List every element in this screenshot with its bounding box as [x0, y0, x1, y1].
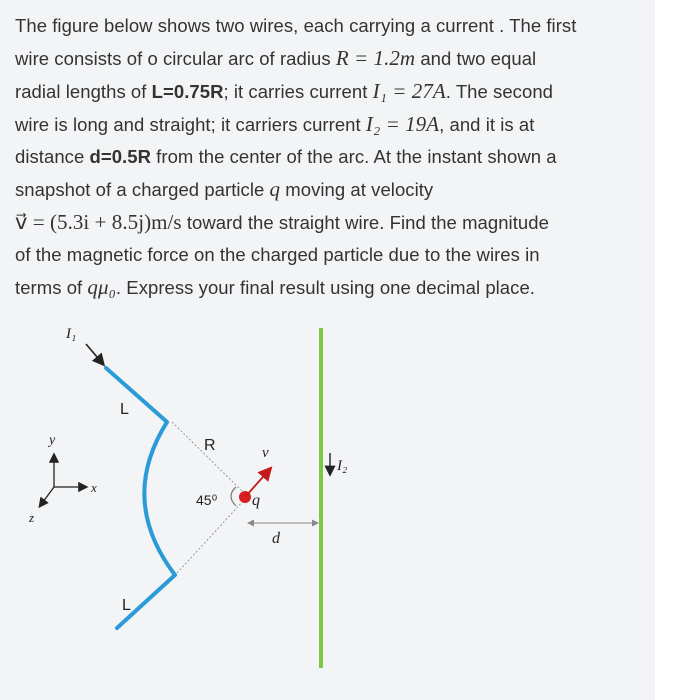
text: moving at velocity — [280, 179, 434, 200]
label-q: q — [252, 492, 260, 509]
problem-line-6 — [15, 173, 643, 206]
text: terms of — [15, 277, 88, 298]
text: from the center of the arc. At the instant shown a — [150, 146, 557, 167]
q-mu-math: qμ₀ — [87, 275, 116, 299]
distance-bold: d=0.5R — [89, 146, 151, 167]
axis-y-label: y — [49, 433, 56, 448]
text: wire is long and straight; it carriers current — [15, 114, 366, 135]
wire-figure — [0, 300, 655, 700]
wire1-top-radial — [106, 368, 167, 422]
label-d: d — [272, 530, 280, 547]
problem-line-3 — [15, 75, 643, 108]
text: wire consists of o circular arc of radius — [15, 48, 336, 69]
current2-math: I₂ = 19A — [365, 112, 440, 136]
label-r: R — [204, 437, 216, 454]
problem-line-8: of the magnetic force on the charged particle due to the wires in — [15, 244, 540, 265]
text: ; it carries current — [223, 81, 373, 102]
text: snapshot of a charged particle — [15, 179, 270, 200]
problem-line-4 — [15, 108, 643, 141]
wire1-arc — [144, 422, 175, 575]
angle-arc — [231, 487, 236, 506]
current1-math: I₁ = 27A — [372, 79, 446, 103]
radius-math: R = 1.2m — [335, 46, 416, 70]
label-l-bottom: L — [122, 597, 131, 614]
text: distance — [15, 146, 90, 167]
charge-math: q — [269, 177, 281, 201]
axis-z — [40, 487, 54, 506]
problem-line-5 — [15, 141, 643, 173]
length-bold: L=0.75R — [151, 81, 224, 102]
text: , and it is at — [439, 114, 535, 135]
velocity-math: v⃗ = (5.3i + 8.5j)m/s — [15, 210, 182, 234]
radius-line-top — [172, 422, 244, 493]
problem-line-1: The figure below shows two wires, each carrying a current . The first — [15, 15, 577, 36]
text: and two equal — [415, 48, 537, 69]
label-angle: 45⁰ — [196, 492, 218, 508]
text: . Express your final result using one decimal place. — [115, 277, 535, 298]
problem-line-7 — [15, 206, 643, 239]
label-i1: I₁ — [66, 326, 77, 342]
text: radial lengths of — [15, 81, 152, 102]
problem-line-2 — [15, 42, 643, 75]
label-l-top: L — [120, 401, 129, 418]
current-i1-arrow — [86, 344, 103, 364]
label-i2: I₂ — [337, 458, 348, 474]
axis-z-label: z — [29, 510, 35, 525]
radius-line-bottom — [177, 500, 244, 573]
text: toward the straight wire. Find the magnitude — [181, 212, 549, 233]
problem-text — [15, 10, 643, 304]
label-v: v — [262, 445, 269, 461]
axis-x-label: x — [91, 480, 97, 495]
text: . The second — [445, 81, 553, 102]
